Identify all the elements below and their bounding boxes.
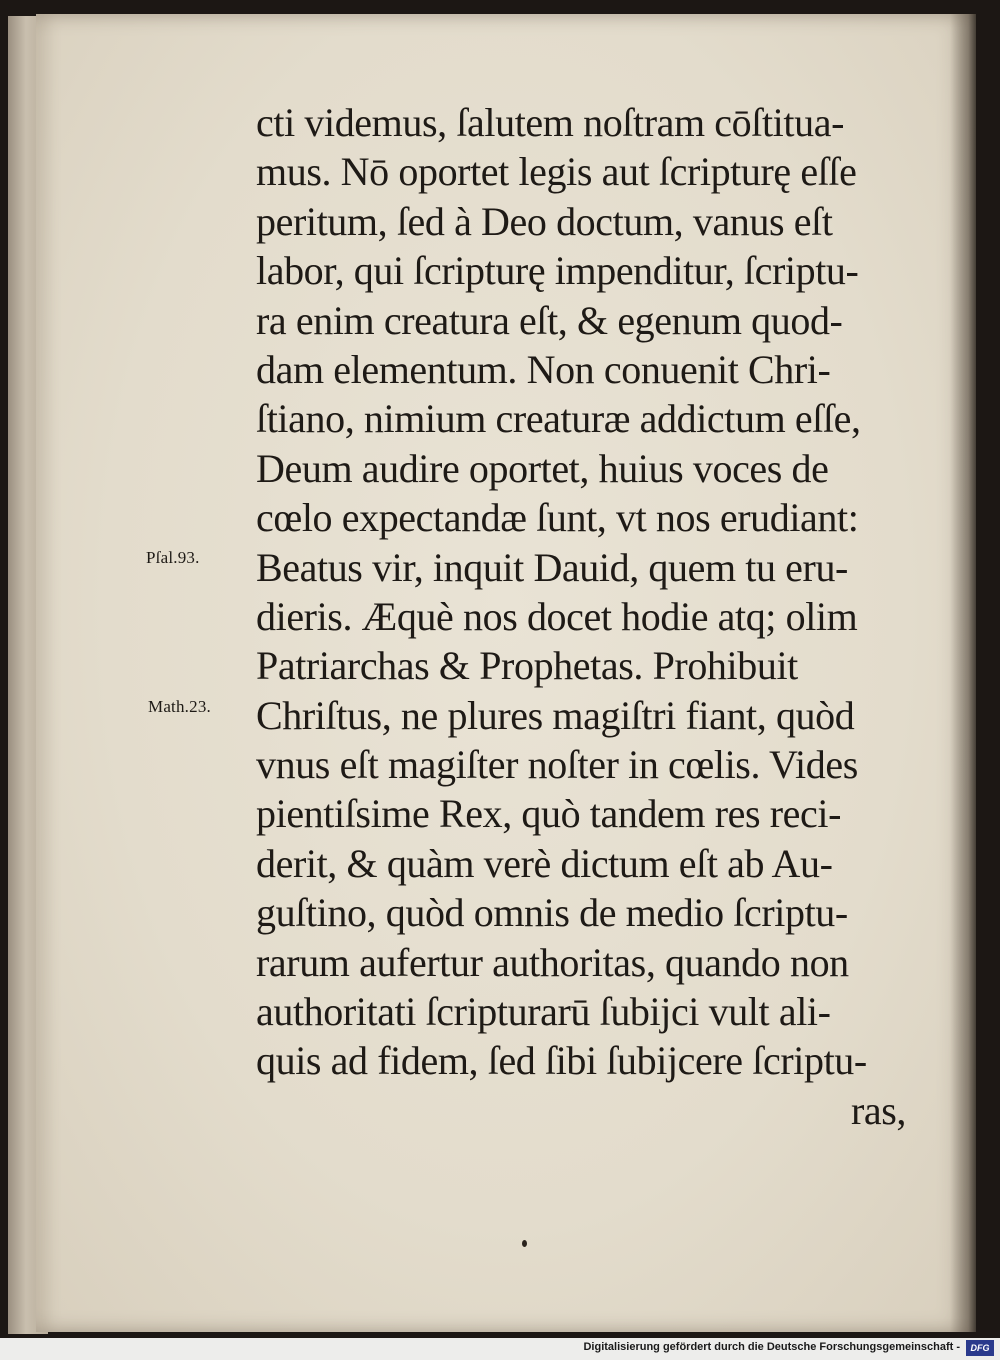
text-line: dieris. Æquè nos docet hodie atq; olim [256, 593, 858, 639]
ink-dot [522, 1240, 527, 1247]
text-line: Patriarchas & Prophetas. Prohibuit [256, 643, 798, 689]
text-line: quis ad fidem, ſed ſibi ſubijcere ſcriptu- [256, 1038, 867, 1084]
text-line: cœlo expectandæ ſunt, vt nos erudiant: [256, 495, 859, 541]
main-text-block [256, 98, 906, 1135]
text-line: cti videmus, ſalutem noſtram cōſtitua- [256, 100, 844, 145]
text-line: rarum aufertur authoritas, quando non [256, 939, 849, 985]
text-line: labor, qui ſcripturę impenditur, ſcriptu- [256, 248, 859, 294]
text-line: guſtino, quòd omnis de medio ſcriptu- [256, 890, 848, 936]
catchword: ras, [850, 1087, 906, 1133]
text-line: vnus eſt magiſter noſter in cœlis. Vides [256, 742, 858, 788]
text-line: authoritati ſcripturarū ſubijci vult ali- [256, 989, 831, 1035]
spine-shadow [950, 14, 976, 1332]
text-line: pientiſsime Rex, quò tandem res reci- [256, 791, 842, 837]
text-line: ra enim creatura eſt, & egenum quod- [256, 297, 843, 343]
margin-note-matthew: Math.23. [148, 697, 211, 716]
footer-credit: Digitalisierung gefördert durch die Deutsche Forschungsgemeinschaft - [583, 1341, 960, 1353]
footer-bar [0, 1338, 1000, 1360]
text-line: dam elementum. Non conuenit Chri- [256, 346, 831, 392]
text-line: Deum audire oportet, huius voces de [256, 445, 829, 491]
text-line: Beatus vir, inquit Dauid, quem tu eru- [256, 544, 848, 590]
text-line: ſtiano, nimium creaturæ addictum eſſe, [256, 396, 861, 442]
margin-note-psalm: Pſal.93. [146, 548, 200, 567]
text-line: Chriſtus, ne plures magiſtri fiant, quòd [256, 692, 855, 738]
text-line: mus. Nō oportet legis aut ſcripturę eſſe [256, 149, 857, 195]
text-line: peritum, ſed à Deo doctum, vanus eſt [256, 198, 833, 244]
text-line: derit, & quàm verè dictum eſt ab Au- [256, 840, 833, 886]
dfg-logo: DFG [966, 1340, 994, 1356]
